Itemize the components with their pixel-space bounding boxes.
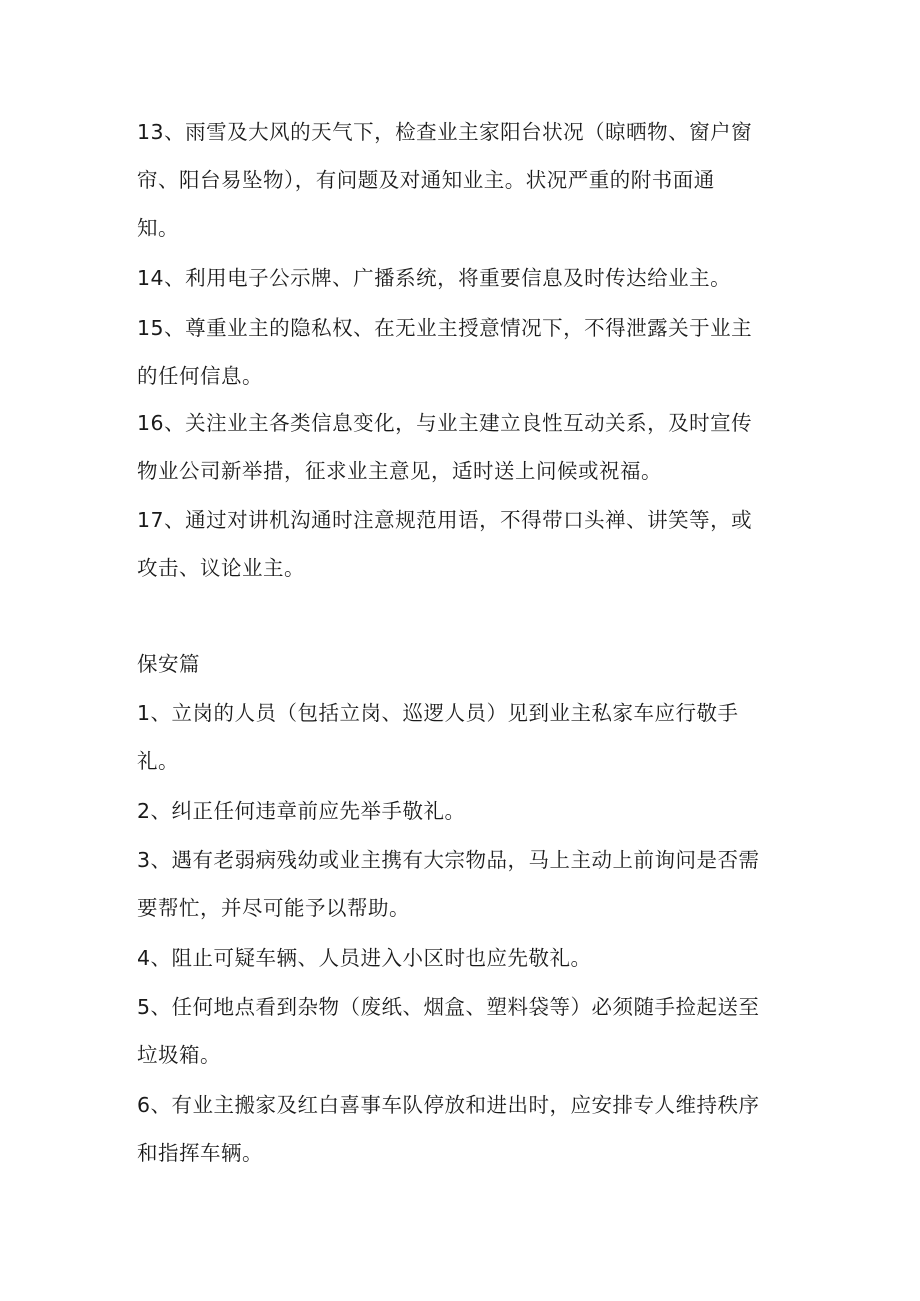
security-item-1-line-1: 1、立岗的人员（包括立岗、巡逻人员）见到业主私家车应行敬手	[137, 701, 739, 725]
security-item-1-line-2: 礼。	[137, 749, 179, 773]
security-item-2-line-1: 2、纠正任何违章前应先举手敬礼。	[137, 799, 466, 823]
security-item-4-line-1: 4、阻止可疑车辆、人员进入小区时也应先敬礼。	[137, 946, 592, 970]
item-17-line-2: 攻击、议论业主。	[137, 556, 305, 580]
item-14-line-1: 14、利用电子公示牌、广播系统，将重要信息及时传达给业主。	[137, 266, 732, 290]
security-item-6-line-1: 6、有业主搬家及红白喜事车队停放和进出时，应安排专人维持秩序	[137, 1093, 760, 1117]
security-item-6-line-2: 和指挥车辆。	[137, 1141, 263, 1165]
item-16-line-1: 16、关注业主各类信息变化，与业主建立良性互动关系，及时宣传	[137, 411, 753, 435]
item-13-line-3: 知。	[137, 216, 179, 240]
item-13-line-2: 帘、阳台易坠物），有问题及对通知业主。状况严重的附书面通	[137, 168, 715, 192]
item-17-line-1: 17、通过对讲机沟通时注意规范用语，不得带口头禅、讲笑等，或	[137, 508, 753, 532]
security-item-5-line-1: 5、任何地点看到杂物（废纸、烟盒、塑料袋等）必须随手捡起送至	[137, 995, 760, 1019]
item-15-line-2: 的任何信息。	[137, 364, 263, 388]
section-heading-security: 保安篇	[137, 652, 200, 676]
item-16-line-2: 物业公司新举措，征求业主意见，适时送上问候或祝福。	[137, 459, 662, 483]
item-15-line-1: 15、尊重业主的隐私权、在无业主授意情况下，不得泄露关于业主	[137, 316, 753, 340]
security-item-3-line-1: 3、遇有老弱病残幼或业主携有大宗物品，马上主动上前询问是否需	[137, 848, 760, 872]
security-item-3-line-2: 要帮忙，并尽可能予以帮助。	[137, 896, 410, 920]
item-13-line-1: 13、雨雪及大风的天气下，检查业主家阳台状况（晾晒物、窗户窗	[137, 120, 753, 144]
security-item-5-line-2: 垃圾箱。	[137, 1043, 221, 1067]
